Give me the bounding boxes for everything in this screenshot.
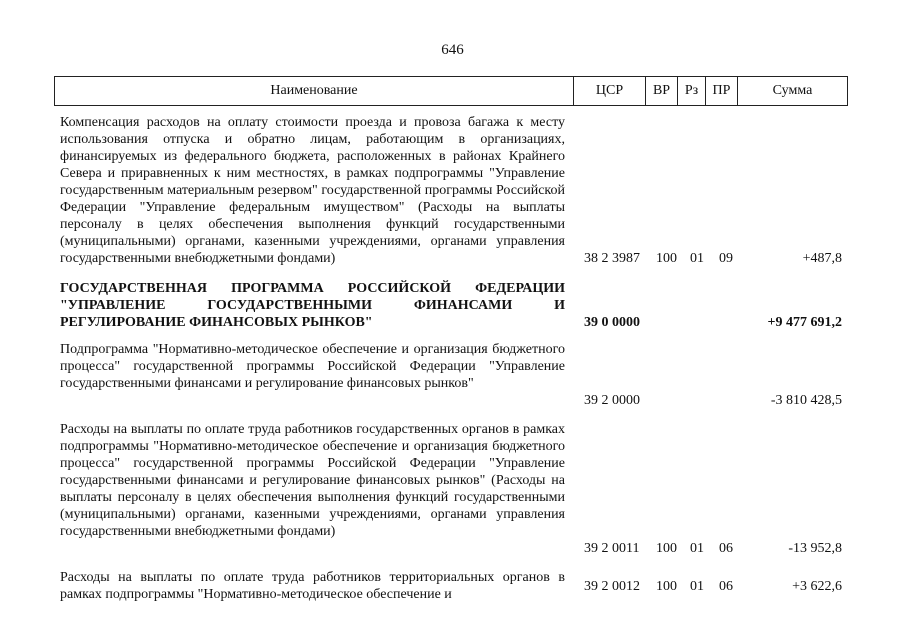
row-pr: 06	[719, 541, 733, 556]
row-name: ГОСУДАРСТВЕННАЯ ПРОГРАММА РОССИЙСКОЙ ФЕДЕРАЦИИ "УПРАВЛЕНИЕ ГОСУДАРСТВЕННЫМИ ФИНАНСАМИ И РЕГУЛИРОВАНИЕ ФИНАНСОВЫХ РЫНКОВ"	[60, 281, 565, 330]
row-name: Компенсация расходов на оплату стоимости проезда и провоза багажа к месту использования отпуска и обратно лицам, работающим в организациях, финансируемых из федерального бюджета, расположенных в районах Крайнего Севера и приравненных к ним местностях, в рамках подпрограммы "Управление государственным материальным резервом" государственной программы Российской Федерации "Управление федеральным имуществом" (Расходы на выплаты персоналу в целях обеспечения выполнения функций государственными (муниципальными) органами, казенными учреждениями, органами управления государственными внебюджетными фондами)	[60, 115, 565, 266]
table-header	[54, 76, 848, 106]
row-sum: +9 477 691,2	[767, 315, 842, 330]
row-sum: -3 810 428,5	[770, 393, 842, 408]
row-vr: 100	[656, 579, 677, 594]
row-name: Подпрограмма "Нормативно-методическое обеспечение и организация бюджетного процесса" государственной программы Российской Федерации "Управление государственными финансами и регулирование финансовых рынков"	[60, 342, 565, 391]
row-pr: 09	[719, 251, 733, 266]
row-pr: 06	[719, 579, 733, 594]
row-rz: 01	[690, 579, 704, 594]
header-name: Наименование	[270, 83, 358, 98]
row-sum: -13 952,8	[788, 541, 842, 556]
row-rz: 01	[690, 541, 704, 556]
row-sum: +487,8	[802, 251, 842, 266]
row-csr: 39 2 0012	[584, 579, 640, 594]
page-number: 646	[441, 42, 464, 58]
row-csr: 39 2 0000	[584, 393, 640, 408]
header-csr: ЦСР	[573, 77, 645, 105]
row-vr: 100	[656, 541, 677, 556]
header-vr: ВР	[645, 77, 677, 105]
header-pr: ПР	[705, 77, 737, 105]
row-rz: 01	[690, 251, 704, 266]
row-csr: 38 2 3987	[584, 251, 640, 266]
row-sum: +3 622,6	[792, 579, 842, 594]
row-name: Расходы на выплаты по оплате труда работников государственных органов в рамках подпрограммы "Нормативно-методическое обеспечение и организация бюджетного процесса" государственной программы Российской Федерации "Управление государственными финансами и регулирование финансовых рынков" (Расходы на выплаты персоналу в целях обеспечения выполнения функций государственными (муниципальными) органами, казенными учреждениями, органами управления государственными внебюджетными фондами)	[60, 422, 565, 539]
row-name: Расходы на выплаты по оплате труда работников территориальных органов в рамках подпрограммы "Нормативно-методическое обеспечение и	[60, 570, 565, 602]
row-csr: 39 0 0000	[584, 315, 640, 330]
header-rz: Рз	[677, 77, 705, 105]
header-sum: Сумма	[737, 77, 847, 105]
row-vr: 100	[656, 251, 677, 266]
row-csr: 39 2 0011	[584, 541, 640, 556]
